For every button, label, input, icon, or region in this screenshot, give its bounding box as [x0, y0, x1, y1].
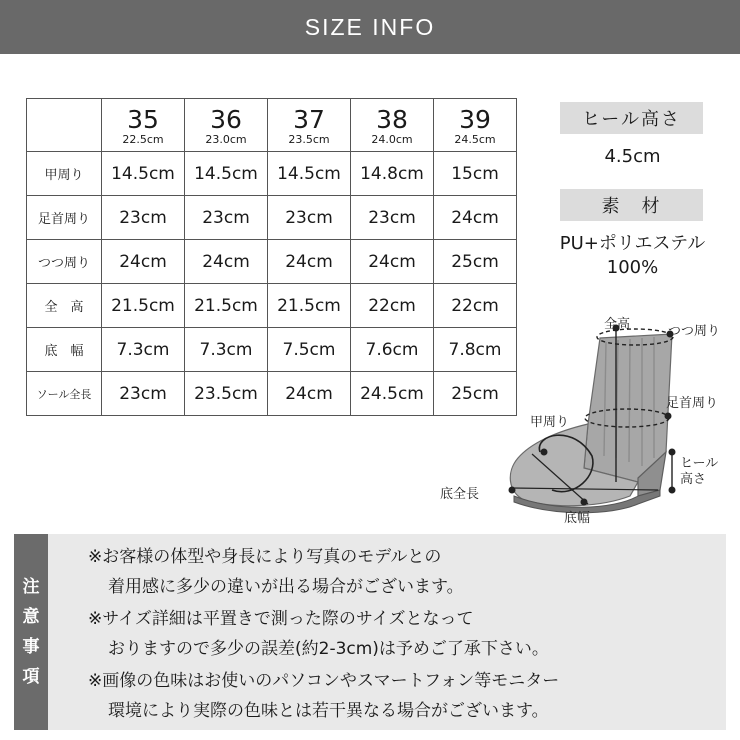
size-number: 39 [459, 104, 491, 134]
table-cell: 22cm [434, 284, 517, 328]
table-cell: 21.5cm [102, 284, 185, 328]
table-cell: 7.3cm [185, 328, 268, 372]
table-row [27, 196, 517, 240]
size-header-cell [102, 99, 185, 152]
table-cell: 24cm [351, 240, 434, 284]
table-row [27, 240, 517, 284]
size-cm: 23.5cm [288, 132, 330, 146]
table-cell: 23cm [102, 196, 185, 240]
material-value-line: PU+ポリエステル [559, 233, 706, 254]
table-cell: 7.5cm [268, 328, 351, 372]
table-cell: 14.5cm [102, 152, 185, 196]
shaft-circumference-label: つつ周り [668, 324, 721, 339]
row-label: 甲周り [27, 152, 102, 196]
table-cell: 21.5cm [185, 284, 268, 328]
note-line: おりますので多少の誤差(約2-3cm)は予めご了承下さい。 [108, 639, 549, 659]
size-cm: 24.5cm [454, 132, 496, 146]
material-value-line: 100% [606, 257, 659, 278]
table-cell: 21.5cm [268, 284, 351, 328]
table-corner-cell [27, 99, 102, 152]
size-header-cell [268, 99, 351, 152]
table-cell: 23cm [351, 196, 434, 240]
size-number: 36 [210, 104, 242, 134]
table-cell: 24.5cm [351, 372, 434, 416]
table-cell: 24cm [268, 240, 351, 284]
heel-height-value: 4.5cm [604, 146, 661, 167]
table-cell: 24cm [102, 240, 185, 284]
table-cell: 24cm [268, 372, 351, 416]
table-cell: 25cm [434, 372, 517, 416]
table-cell: 15cm [434, 152, 517, 196]
heel-label-line: 高さ [680, 472, 707, 487]
row-label: 底 幅 [27, 328, 102, 372]
table-cell: 7.6cm [351, 328, 434, 372]
size-number: 38 [376, 104, 408, 134]
notes-heading [14, 534, 48, 730]
size-number: 35 [127, 104, 159, 134]
table-cell: 24cm [185, 240, 268, 284]
note-line: 着用感に多少の違いが出る場合がございます。 [108, 577, 464, 597]
table-cell: 23cm [102, 372, 185, 416]
material-label: 素 材 [560, 189, 703, 221]
table-cell: 23cm [185, 196, 268, 240]
size-cm: 23.0cm [205, 132, 247, 146]
total-height-label: 全高 [604, 317, 631, 332]
row-label: つつ周り [27, 240, 102, 284]
sole-length-label: 底全長 [440, 487, 480, 502]
heel-label-line: ヒール [680, 456, 719, 471]
sole-width-label: 底幅 [564, 511, 591, 526]
size-cm: 24.0cm [371, 132, 413, 146]
instep-circumference-label: 甲周り [530, 415, 570, 430]
size-header-cell [351, 99, 434, 152]
note-item [88, 604, 549, 664]
boot-diagram [434, 306, 740, 528]
size-number: 37 [293, 104, 325, 134]
size-header-cell [185, 99, 268, 152]
note-line: ※サイズ詳細は平置きで測った際のサイズとなって [88, 609, 474, 629]
section-header [0, 0, 740, 54]
heel-height-label: ヒール高さ [560, 102, 703, 134]
table-cell: 7.3cm [102, 328, 185, 372]
size-header-cell [434, 99, 517, 152]
note-item [88, 666, 559, 726]
row-label: 足首周り [27, 196, 102, 240]
section-title: SIZE INFO [304, 13, 436, 40]
table-cell: 14.5cm [185, 152, 268, 196]
notes-heading-char: 注 [22, 577, 40, 597]
table-cell: 7.8cm [434, 328, 517, 372]
table-cell: 22cm [351, 284, 434, 328]
table-cell: 14.5cm [268, 152, 351, 196]
note-line: ※画像の色味はお使いのパソコンやスマートフォン等モニター [88, 671, 560, 691]
table-cell: 25cm [434, 240, 517, 284]
table-cell: 23.5cm [185, 372, 268, 416]
note-line: 環境により実際の色味とは若干異なる場合がございます。 [108, 701, 549, 721]
notes-box [14, 534, 726, 730]
note-line: ※お客様の体型や身長により写真のモデルとの [88, 547, 442, 567]
material-value [540, 232, 725, 280]
note-item [88, 542, 464, 602]
row-label: ソール全長 [27, 372, 102, 416]
ankle-circumference-label: 足首周り [666, 396, 719, 411]
row-label: 全 高 [27, 284, 102, 328]
notes-heading-char: 事 [22, 637, 40, 657]
table-cell: 23cm [268, 196, 351, 240]
notes-heading-char: 項 [22, 667, 40, 687]
size-cm: 22.5cm [122, 132, 164, 146]
table-cell: 14.8cm [351, 152, 434, 196]
notes-heading-char: 意 [22, 607, 40, 627]
table-row [27, 152, 517, 196]
table-header-row [27, 99, 517, 152]
table-cell: 24cm [434, 196, 517, 240]
